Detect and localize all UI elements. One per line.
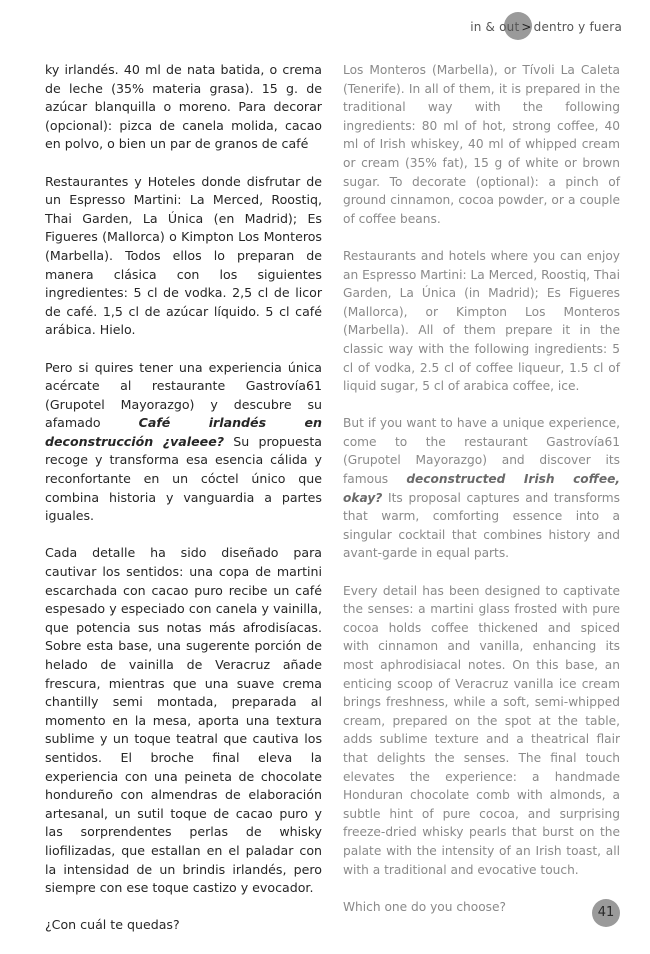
- es-closing-question: ¿Con cuál te quedas?: [45, 917, 180, 933]
- spanish-column: [45, 61, 322, 954]
- en-p3-text-a: But if you want to have a unique experience, come to the restaurant Gastrovía61 (Grupotel Mayorazgo) and discover its famous: [343, 416, 620, 487]
- en-p3-highlight: deconstructed Irish coffee, okay?: [343, 472, 620, 505]
- en-paragraph-1: Los Monteros (Marbella), or Tívoli La Caleta (Tenerife). In all of them, it is prepared in the traditional way with the following ingredients: 80 ml of hot, strong coffee, 40 ml of Irish whiskey, 40 ml of whipped cream or cream (35% fat), 15 g of white or brown sugar. To decorate (optional): a pinch of ground cinnamon, cocoa powder, or a couple of coffee beans.: [343, 63, 620, 226]
- en-paragraph-4: Every detail has been designed to captivate the senses: a martini glass frosted with pure cocoa holds coffee thickened and spiced with cinnamon and vanilla, enhancing its most aphrodisiacal notes. On this base, an enticing scoop of Veracruz vanilla ice cream brings freshness, while a soft, semi-whipped cream, prepared on the spot at the table, adds sublime texture and a theatrical flair that delights the senses. The final touch elevates the experience: a handmade Honduran chocolate comb with almonds, a subtle hint of pure cocoa, and surprising freeze-dried whisky pearls that burst on the palate with the intensity of an Irish toast, all with a traditional and evocative touch.: [343, 583, 620, 877]
- page-number: 41: [592, 899, 620, 927]
- es-paragraph-4: Cada detalle ha sido diseñado para cautivar los sentidos: una copa de martini escarchada con cacao puro recibe un café espesado y especiado con canela y vainilla, que potencia sus notas más afrodisíacas. Sobre esta base, una sugerente porción de helado de vainilla de Veracruz añade frescura, mientras que una suave crema chantilly semi montada, preparada al momento en la mesa, aporta una textura sublime y un toque teatral que cautiva los sentidos. El broche final eleva la experiencia con una peineta de chocolate hondureño con almendras de elaboración artesanal, un sutil toque de cacao puro y las sorprendentes perlas de whisky liofilizadas, que estallan en el paladar con la intensidad de un brindis irlandés, pero siempre con ese toque castizo y evocador.: [45, 545, 322, 896]
- es-p3-text-a: Pero si quires tener una experiencia única acércate al restaurante Gastrovía61 (Grupotel Mayorazgo) y descubre su afamado: [45, 359, 322, 431]
- es-paragraph-3: [45, 359, 322, 526]
- english-column: [343, 61, 620, 935]
- section-header: [470, 20, 622, 34]
- en-closing-question: Which one do you choose?: [343, 899, 507, 914]
- en-p3-text-b: Its proposal captures and transforms that warm, comforting essence into a singular cocktail that combines history and avant-garde in equal parts.: [343, 490, 620, 561]
- es-paragraph-2: Restaurantes y Hoteles donde disfrutar de un Espresso Martini: La Merced, Roostiq, Thai Garden, La Única (en Madrid); Es Figueres (Mallorca) o Kimpton Los Monteros (Marbella). Todos ellos lo preparan de manera clásica con los siguientes ingredientes: 5 cl de vodka. 2,5 cl de licor de café. 1,5 cl de azúcar líquido. 5 cl café arábica. Hielo.: [45, 173, 322, 338]
- en-paragraph-2: Restaurants and hotels where you can enjoy an Espresso Martini: La Merced, Roostiq, Thai Garden, La Única (in Madrid); Es Figueres (Mallorca), or Kimpton Los Monteros (Marbella). All of them prepare it in the classic way with the following ingredients: 5 cl of vodka, 2.5 cl of coffee liqueur, 1.5 cl of liquid sugar, 5 cl of arabica coffee, ice.: [343, 248, 620, 394]
- header-section-es: dentro y fuera: [533, 20, 622, 34]
- header-section-en: in & out: [470, 20, 520, 34]
- es-p3-text-b: Su propuesta recoge y transforma esa esencia cálida y reconfortante en un cóctel único que combina historia y vanguardia a partes iguales.: [45, 433, 323, 524]
- header-separator: >: [521, 20, 532, 34]
- es-paragraph-1: ky irlandés. 40 ml de nata batida, o crema de leche (35% materia grasa). 15 g. de azúcar blanquilla o moreno. Para decorar (opcional): pizca de canela molida, cacao en polvo, o bien un par de granos de café: [45, 62, 322, 152]
- en-paragraph-3: [343, 414, 620, 563]
- es-p3-highlight: Café irlandés en deconstrucción ¿valeee?: [45, 415, 322, 449]
